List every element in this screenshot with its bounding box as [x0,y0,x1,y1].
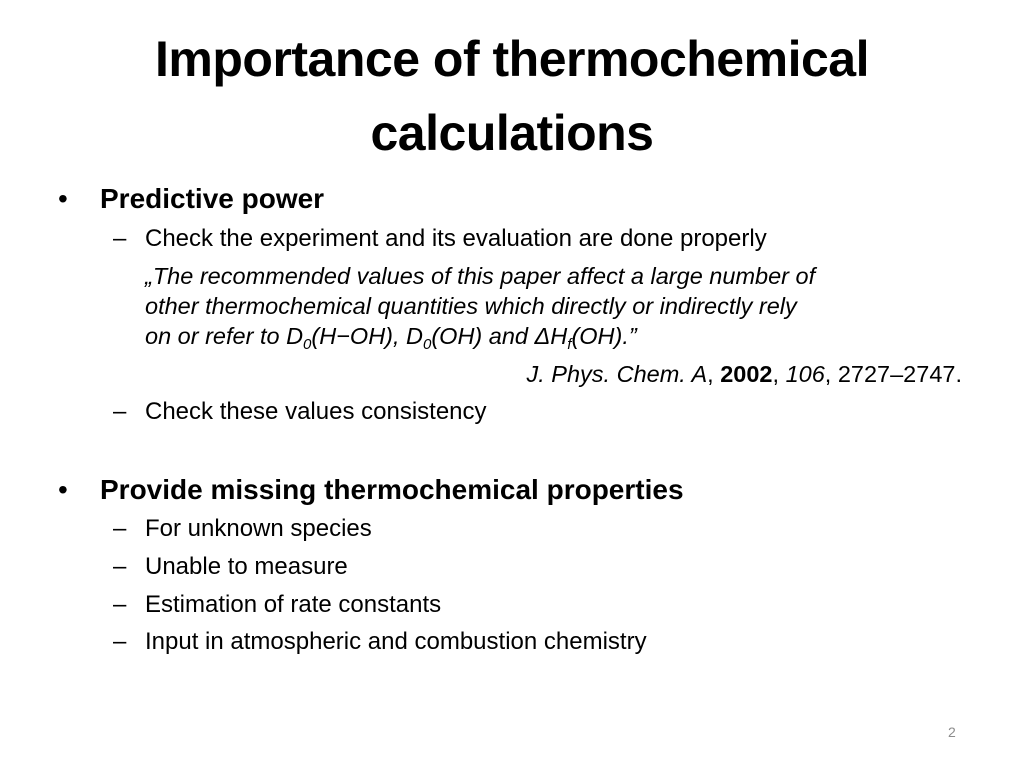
sub-item-text: Unable to measure [145,553,348,580]
quote-text: on or refer to D [145,323,304,349]
sub-item-text: Input in atmospheric and combustion chemistry [145,628,647,655]
quote-subscript: 0 [303,336,312,353]
bullet-heading: Predictive power [100,183,325,214]
citation-journal: J. Phys. Chem. A [526,361,708,387]
quote-text: (H−OH), D [311,323,424,349]
dash-icon: – [113,225,127,252]
slide-title-line-2: calculations [370,105,654,161]
citation-separator: , [772,361,786,387]
dash-icon: – [113,591,127,618]
quote-line-1: „The recommended values of this paper affect a large number of [145,263,816,289]
citation-pages: , 2727–2747. [824,361,962,387]
page-number: 2 [948,724,956,740]
dash-icon: – [113,398,127,425]
bullet-dot-icon: • [58,183,68,214]
citation-year: 2002 [720,361,773,387]
sub-item-text: Check the experiment and its evaluation are done properly [145,225,767,252]
quote-block [145,261,975,351]
quote-line-3 [145,321,975,351]
citation [527,359,963,389]
sub-item-text: Estimation of rate constants [145,591,442,618]
bullet-heading: Provide missing thermochemical properties [100,474,684,505]
dash-icon: – [113,515,127,542]
dash-icon: – [113,628,127,655]
dash-icon: – [113,553,127,580]
sub-item-text: For unknown species [145,515,372,542]
quote-text: (OH) and ΔH [431,323,568,349]
quote-line-2: other thermochemical quantities which directly or indirectly rely [145,293,797,319]
bullet-dot-icon: • [58,474,68,505]
quote-text: (OH).” [571,323,637,349]
quote-subscript: 0 [423,336,432,353]
citation-separator: , [707,361,721,387]
sub-item-text: Check these values consistency [145,398,487,425]
slide-title-line-1: Importance of thermochemical [155,31,869,87]
quote-subscript: f [567,336,572,353]
citation-volume: 106 [785,361,825,387]
